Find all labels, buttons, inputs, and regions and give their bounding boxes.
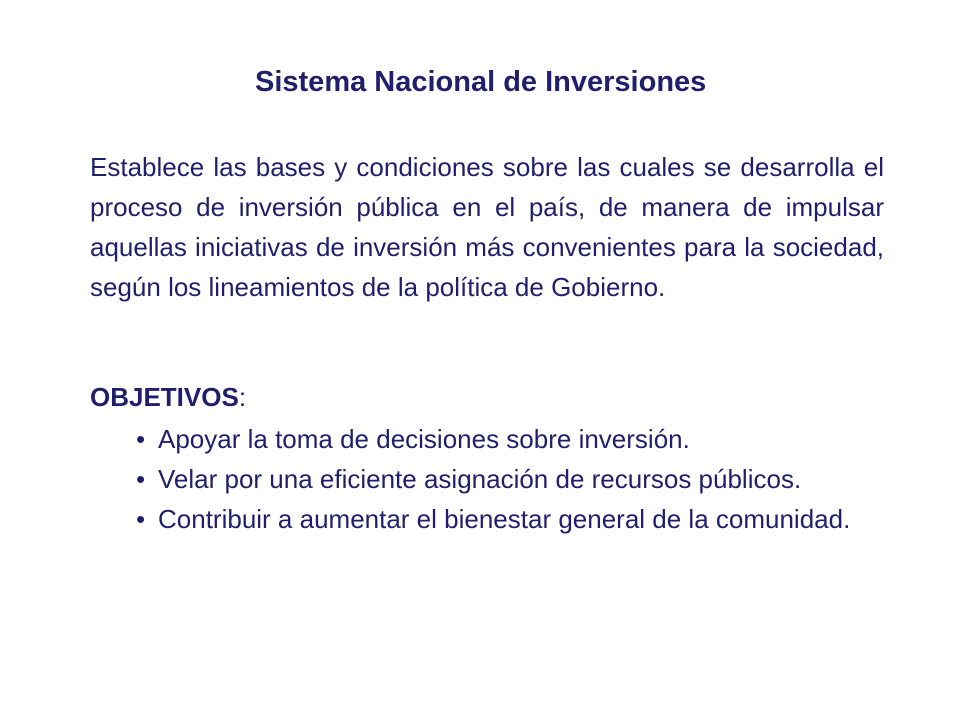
bullet-icon: • — [136, 464, 146, 494]
objectives-heading — [90, 377, 246, 417]
objectives-colon: : — [238, 382, 247, 412]
objective-text: Velar por una eficiente asignación de recursos públicos. — [158, 464, 802, 494]
objective-text: Apoyar la toma de decisiones sobre inversión. — [158, 424, 690, 454]
objective-item — [136, 499, 856, 539]
description-paragraph: Establece las bases y condiciones sobre las cuales se desarrolla el proceso de inversión pública en el país, de manera de impulsar aquellas iniciativas de inversión más convenientes para la sociedad, según los lineamientos de la política de Gobierno. — [90, 152, 884, 302]
bullet-icon: • — [136, 504, 146, 534]
slide-title: Sistema Nacional de Inversiones — [255, 66, 707, 98]
objective-text: Contribuir a aumentar el bienestar general de la comunidad. — [158, 504, 851, 534]
objective-item — [136, 419, 856, 459]
bullet-icon: • — [136, 424, 146, 454]
objective-item — [136, 459, 856, 499]
objectives-label: OBJETIVOS — [90, 382, 239, 412]
objectives-list — [136, 419, 856, 539]
